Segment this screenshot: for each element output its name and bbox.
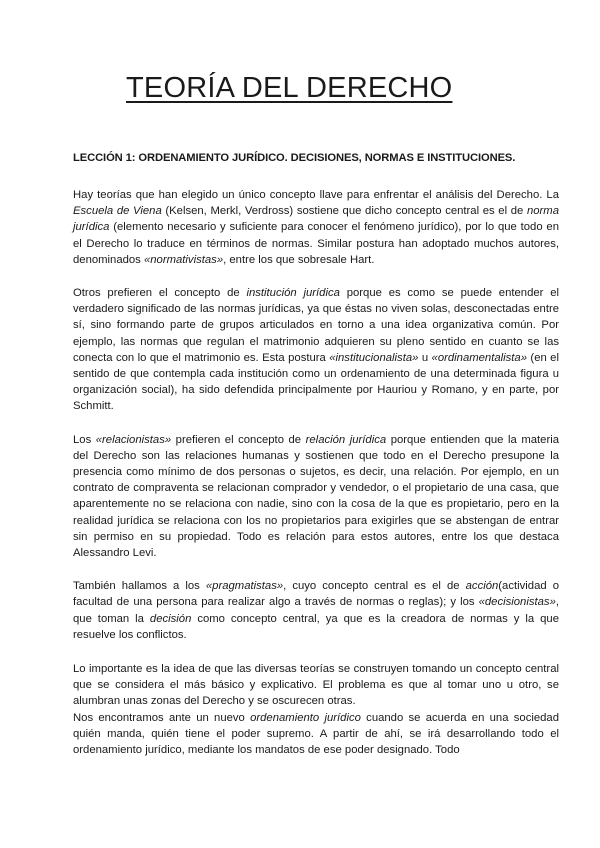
text-run: cuando se acuerda en una sociedad quién manda, quién tiene el poder supremo. A partir de ahí, se irá desarrollando todo el ordenamiento jurídico, mediante los mandatos de ese poder designado. Todo <box>73 711 559 757</box>
text-run: Nos encontramos ante un nuevo <box>73 711 251 724</box>
italic-term: ordenamiento jurídico <box>250 711 361 724</box>
text-run: También hallamos a los <box>73 580 206 593</box>
lesson-heading: LECCIÓN 1: ORDENAMIENTO JURÍDICO. DECISIONES, NORMAS E INSTITUCIONES. <box>73 152 516 164</box>
text-run: porque es como se puede entender el verdadero significado de las normas jurídicas, ya que éstas no viven solas, desconectadas entre sí, sino formando parte de grupos articulados en torno a una idea organizativa común. Por ejemplo, las normas que regulan el matrimonio adquieren su pleno sentido en cuanto se las conecta con lo que el matrimonio es. Esta postura <box>73 287 560 364</box>
text-run: (en el sentido de que contempla cada institución como un ordenamiento de una determinada figura u organización social), ha sido defendida principalmente por Hauriou y Romano, y en parte, por Schmitt. <box>73 351 559 413</box>
text-run: u <box>418 351 432 364</box>
paragraph-pragmatistas <box>73 578 559 643</box>
italic-term: Escuela de Viena <box>73 205 162 218</box>
italic-term: institución jurídica <box>246 287 340 300</box>
document-body <box>73 187 559 758</box>
text-run: , cuyo concepto central es el de <box>283 580 466 593</box>
text-run: (Kelsen, Merkl, Verdross) sostiene que dicho concepto central es el de <box>161 205 527 218</box>
italic-term: «institucionalista» <box>329 351 419 364</box>
text-run: (elemento necesario y suficiente para conocer el fenómeno jurídico), por lo que todo en el Derecho lo traduce en términos de normas. Similar postura han adoptado muchos autores, denominados <box>73 221 559 266</box>
italic-term: relación jurídica <box>305 433 387 446</box>
italic-term: «relacionistas» <box>95 433 172 446</box>
italic-term: «decisionistas» <box>478 596 556 609</box>
paragraph-ordenamiento <box>73 710 559 759</box>
text-run: Hay teorías que han elegido un único concepto llave para enfrentar el análisis del Derecho. La <box>73 189 559 201</box>
text-run: prefieren el concepto de <box>171 433 306 446</box>
italic-term: acción <box>465 580 499 593</box>
paragraph-institucionalistas <box>73 285 559 415</box>
italic-term: «ordinamentalista» <box>431 351 528 364</box>
italic-term: «pragmatistas» <box>205 580 284 593</box>
page-title: TEORÍA DEL DERECHO <box>126 72 453 104</box>
italic-term: norma jurídica <box>73 205 559 234</box>
text-run: Lo importante es la idea de que las diversas teorías se construyen tomando un concepto central que se considera el más básico y explicativo. El problema es que al tomar uno u otro, se alumbran unas zonas del Derecho y se oscurecen otras. <box>73 663 559 708</box>
text-run: (actividad o facultad de una persona para realizar algo a través de normas o reglas); y los <box>73 580 559 609</box>
text-run: , entre los que sobresale Hart. <box>223 253 375 266</box>
italic-term: «normativistas» <box>143 253 224 266</box>
italic-term: decisión <box>149 612 192 625</box>
paragraph-normativistas <box>73 187 559 268</box>
text-run: , que toman la <box>73 596 559 625</box>
paragraph-relacionistas <box>73 432 559 562</box>
text-run: porque entienden que la materia del Derecho son las relaciones humanas y sostienen que todo en el Derecho presupone la presencia como mínimo de dos personas o sujetos, es decir, una relación. Por ejemplo, en un contrato de compraventa se relacionan comprador y vendedor, o el propietario de una casa, que aparentemente no se relaciona con nadie, sino con la cosa de la que es propietario, pero en la realidad jurídica se relaciona con los no propietarios para exigirles que se abstengan de entrar sin permiso en su propiedad. Todo es relación para estos autores, entre los que destaca Alessandro Levi. <box>73 433 559 560</box>
text-run: Los <box>73 433 96 446</box>
text-run: como concepto central, ya que es la creadora de normas y la que resuelve los conflictos. <box>73 612 559 641</box>
text-run: Otros prefieren el concepto de <box>73 287 247 300</box>
paragraph-concepto-central <box>73 661 559 710</box>
